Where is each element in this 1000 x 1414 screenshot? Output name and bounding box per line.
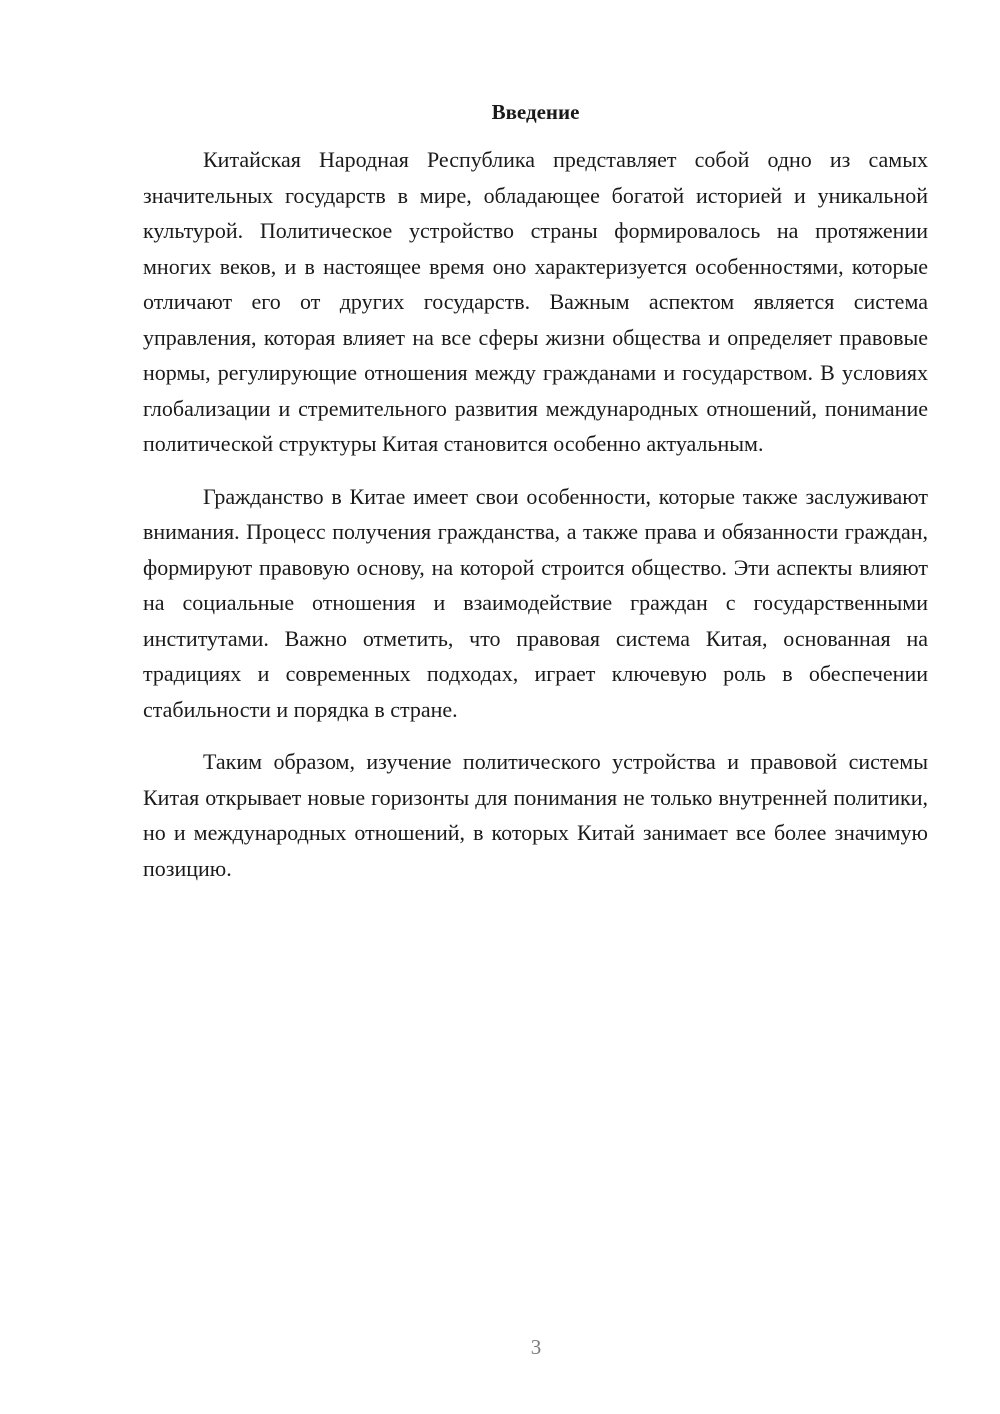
section-heading: Введение (491, 100, 580, 124)
body-text (143, 142, 928, 886)
paragraph-2: Гражданство в Китае имеет свои особенности, которые также заслуживают внимания. Процесс получения гражданства, а также права и обязанности граждан, формируют правовую основу, на которой строится общество. Эти аспекты влияют на социальные отношения и взаимодействие граждан с государственными институтами. Важно отметить, что правовая система Китая, основанная на традициях и современных подходах, играет ключевую роль в обеспечении стабильности и порядка в стране. (143, 483, 928, 722)
page-number: 3 (530, 1335, 542, 1359)
paragraph-1: Китайская Народная Республика представляет собой одно из самых значительных государств в мире, обладающее богатой историей и уникальной культурой. Политическое устройство страны формировалось на протяжении многих веков, и в настоящее время оно характеризуется особенностями, которые отличают его от других государств. Важным аспектом является система управления, которая влияет на все сферы жизни общества и определяет правовые нормы, регулирующие отношения между гражданами и государством. В условиях глобализации и стремительного развития международных отношений, понимание политической структуры Китая становится особенно актуальным. (143, 147, 928, 456)
paragraph-3: Таким образом, изучение политического устройства и правовой системы Китая открывает новые горизонты для понимания не только внутренней политики, но и международных отношений, в которых Китай занимает все более значимую позицию. (143, 749, 928, 881)
